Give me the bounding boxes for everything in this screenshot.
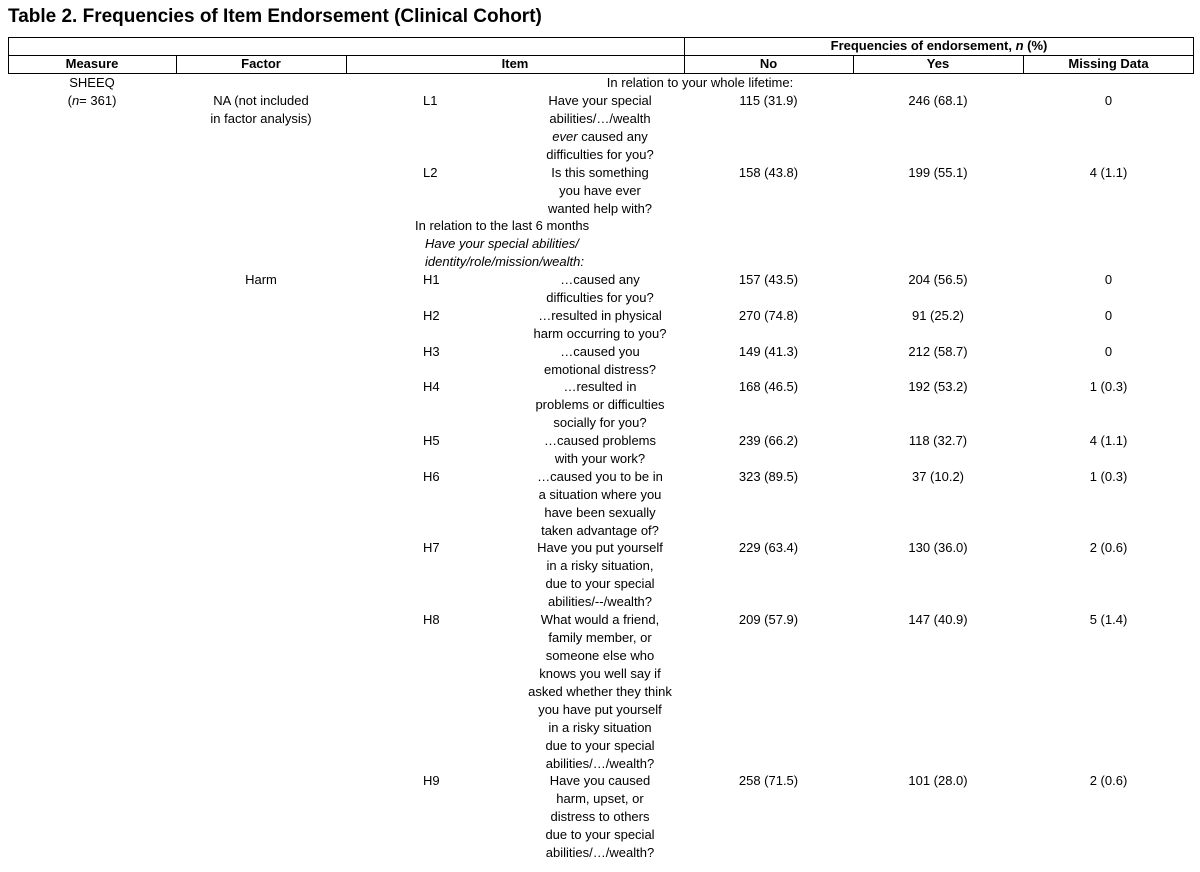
- item-text-part: caused any difficulties for you?: [546, 129, 654, 162]
- measure-name: SHEEQ: [69, 75, 115, 90]
- value-yes: 204 (56.5): [908, 272, 968, 287]
- value-yes: 192 (53.2): [908, 379, 968, 394]
- section-lifetime: In relation to your whole lifetime:: [606, 75, 794, 90]
- value-no: 158 (43.8): [738, 165, 799, 180]
- value-missing: 4 (1.1): [1089, 433, 1128, 448]
- item-text-part: Have your special abilities/…/wealth: [548, 93, 652, 126]
- item-text: [505, 92, 695, 164]
- header-group-label: Frequencies of endorsement, n (%): [830, 38, 1048, 53]
- value-yes: 118 (32.7): [908, 433, 968, 448]
- item-id: H6: [423, 469, 440, 484]
- value-no: 239 (66.2): [738, 433, 799, 448]
- item-id: H8: [423, 612, 440, 627]
- item-text: Have you put yourself in a risky situation, due to your special abilities/--/wealth?: [537, 540, 663, 609]
- value-yes: 91 (25.2): [911, 308, 965, 323]
- value-no: 229 (63.4): [738, 540, 799, 555]
- value-no: 149 (41.3): [738, 344, 799, 359]
- item-id: H9: [423, 773, 440, 788]
- item-text: What would a friend, family member, or someone else who knows you well say if asked whether they think you have put yourself in a risky situation due to your special abilities/…/wealth?: [528, 612, 672, 771]
- value-missing: 4 (1.1): [1089, 165, 1128, 180]
- col-header-item: Item: [501, 56, 529, 71]
- value-yes: 212 (58.7): [908, 344, 968, 359]
- measure-n: (n= 361): [67, 93, 117, 108]
- section-last6-heading: In relation to the last 6 months: [415, 218, 590, 233]
- value-missing: 1 (0.3): [1089, 379, 1128, 394]
- value-no: 258 (71.5): [738, 773, 799, 788]
- item-id: H3: [423, 344, 440, 359]
- item-text: …caused you to be in a situation where you have been sexually taken advantage of?: [537, 469, 663, 538]
- table-title: Table 2. Frequencies of Item Endorsement (Clinical Cohort): [8, 6, 542, 27]
- value-missing: 2 (0.6): [1089, 540, 1128, 555]
- value-yes: 130 (36.0): [908, 540, 968, 555]
- value-missing: 0: [1104, 272, 1113, 287]
- item-id: H4: [423, 379, 440, 394]
- item-id: H7: [423, 540, 440, 555]
- item-text: …caused you emotional distress?: [544, 344, 656, 377]
- factor-na: NA (not included in factor analysis): [210, 93, 312, 126]
- value-no: 168 (46.5): [738, 379, 799, 394]
- col-header-measure: Measure: [65, 56, 119, 71]
- value-yes: 246 (68.1): [908, 93, 968, 108]
- item-text-emphasis: ever: [552, 129, 578, 144]
- item-text: …caused problems with your work?: [544, 433, 656, 466]
- section-last6-subheading: Have your special abilities/ identity/role/mission/wealth:: [425, 236, 584, 269]
- col-header-yes: Yes: [926, 56, 950, 71]
- factor-harm: Harm: [245, 272, 277, 287]
- value-missing: 5 (1.4): [1089, 612, 1128, 627]
- value-missing: 0: [1104, 93, 1113, 108]
- item-id: H1: [423, 272, 440, 287]
- value-yes: 37 (10.2): [911, 469, 965, 484]
- value-yes: 199 (55.1): [908, 165, 968, 180]
- item-id: L1: [423, 93, 438, 108]
- value-missing: 0: [1104, 308, 1113, 323]
- item-text: …resulted in problems or difficulties socially for you?: [535, 379, 665, 430]
- col-header-missing: Missing Data: [1068, 56, 1149, 71]
- value-no: 323 (89.5): [738, 469, 799, 484]
- col-header-factor: Factor: [241, 56, 281, 71]
- value-no: 157 (43.5): [738, 272, 799, 287]
- col-header-no: No: [759, 56, 778, 71]
- item-text: Have you caused harm, upset, or distress to others due to your special abilities/…/wealth?: [545, 773, 655, 860]
- item-text: Is this something you have ever wanted help with?: [547, 165, 653, 216]
- value-no: 115 (31.9): [739, 93, 798, 108]
- item-id: H2: [423, 308, 440, 323]
- value-no: 209 (57.9): [738, 612, 799, 627]
- value-yes: 147 (40.9): [908, 612, 968, 627]
- item-id: H5: [423, 433, 440, 448]
- value-missing: 2 (0.6): [1089, 773, 1128, 788]
- value-missing: 0: [1104, 344, 1113, 359]
- value-no: 270 (74.8): [738, 308, 799, 323]
- item-id: L2: [423, 165, 438, 180]
- item-text: …resulted in physical harm occurring to you?: [533, 308, 667, 341]
- item-text: …caused any difficulties for you?: [546, 272, 654, 305]
- value-missing: 1 (0.3): [1089, 469, 1128, 484]
- value-yes: 101 (28.0): [908, 773, 968, 788]
